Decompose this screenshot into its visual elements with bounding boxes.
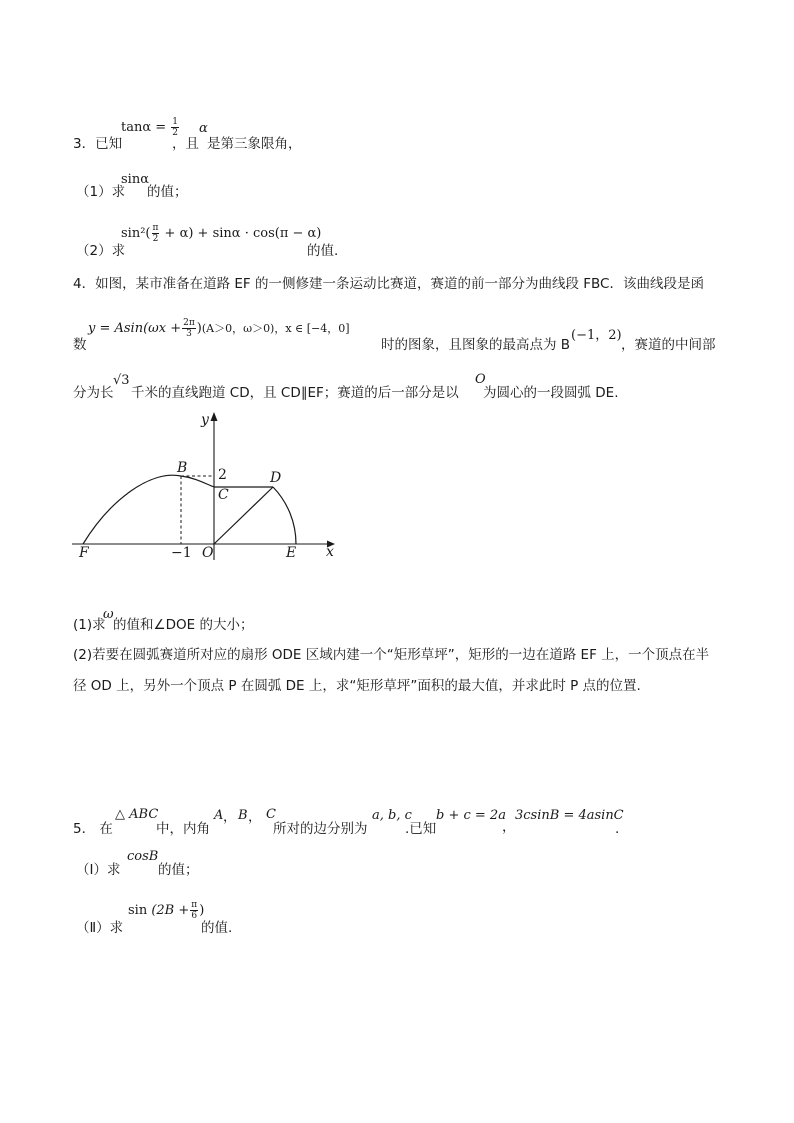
q3-p2-fraction	[152, 223, 160, 244]
q3-p2-expr-b: + α) + sinα · cos(π − α)	[160, 226, 322, 241]
q4-p1-omega: ω	[103, 607, 114, 622]
q3-tail: 是第三象限角，	[207, 136, 302, 152]
q3-p2-expr	[121, 223, 321, 244]
q5-end: .	[615, 821, 620, 837]
q5-p2-expr-a: sin	[128, 903, 148, 918]
q4-center-o: O	[475, 372, 486, 387]
q4-func-den: 3	[186, 329, 192, 339]
q5-sep1: ，	[223, 809, 237, 825]
q5-p1-expr: cosB	[127, 849, 159, 864]
q5-p2-expr-b: (2B +	[151, 903, 190, 918]
q4-line3-c: 为圆心的一段圆弧 DE.	[483, 385, 619, 401]
q4-func-b: (ωx +	[143, 321, 182, 336]
q4-func-fraction	[182, 318, 196, 339]
q5-triangle: △ ABC	[115, 807, 159, 822]
q3-number: 3．已知	[73, 136, 123, 152]
q5-number: 5． 在	[73, 821, 113, 837]
arc-de	[273, 487, 296, 544]
q5-angle-a: A	[214, 808, 224, 823]
q4-line3-b: 千米的直线跑道 CD，且 CD∥EF；赛道的后一部分是以	[131, 385, 459, 401]
q5-eq2: 3csinB = 4asinC	[515, 808, 624, 823]
q4-func-a: y = Asin	[88, 321, 144, 336]
label-o: O	[202, 545, 214, 561]
label-neg1: −1	[171, 545, 192, 561]
q3-alpha: α	[199, 121, 208, 136]
q4-line2-tail: ，赛道的中间部	[621, 337, 716, 353]
q4-line2-mid: 时的图象，且图象的最高点为 B	[381, 337, 571, 353]
q4-figure	[70, 405, 345, 565]
q5-p1-label: （Ⅰ）求	[76, 862, 121, 878]
q4-p2-line2: 径 OD 上，另外一个顶点 P 在圆弧 DE 上，求“矩形草坪”面积的最大值，并求此时 P 点的位置.	[73, 678, 641, 694]
label-f: F	[79, 545, 89, 561]
q5-p1-tail: 的值；	[158, 862, 199, 878]
label-b: B	[177, 460, 188, 476]
label-c: C	[218, 487, 229, 503]
q5-sep2: ，	[248, 809, 262, 825]
q5-p2-fraction	[190, 900, 198, 921]
q5-angle-b: B	[238, 808, 248, 823]
label-y: y	[201, 412, 209, 428]
label-x: x	[326, 544, 334, 560]
q4-sqrt3: √3	[113, 373, 130, 388]
q3-tan-numerator: 1	[172, 117, 179, 127]
q3-p2-expr-a: sin²(	[121, 226, 151, 241]
q3-p2-tail: 的值.	[307, 243, 339, 259]
q5-p2-pi: π	[191, 900, 198, 910]
q5-a1: 中，内角	[156, 821, 210, 837]
q5-p2-expr-c: )	[199, 903, 205, 918]
q3-p2-pi: π	[152, 223, 159, 233]
q4-p1-b: 的值和∠DOE 的大小；	[113, 617, 254, 633]
q5-comma: ，	[502, 819, 516, 835]
q5-p2-six: 6	[191, 911, 198, 921]
q4-p1-a: (1)求	[73, 617, 106, 633]
q5-p2-label: （Ⅱ）求	[76, 920, 124, 936]
q4-func-d: (A＞0，ω＞0)，x ∈ [−4，0]	[201, 322, 350, 335]
curve-fbc	[83, 475, 214, 544]
q5-angle-c: C	[266, 807, 276, 822]
q4-point-b: (−1，2)	[571, 328, 622, 343]
q4-line1: 4．如图，某市准备在道路 EF 的一侧修建一条运动比赛道，赛道的前一部分为曲线段 FBC．该曲线段是函	[73, 276, 704, 292]
label-d: D	[270, 470, 282, 486]
label-two: 2	[218, 467, 227, 483]
q5-p2-expr	[128, 900, 204, 921]
q4-line3-a: 分为长	[73, 385, 114, 401]
label-e: E	[286, 545, 297, 561]
q5-a2: 所对的边分别为	[273, 821, 368, 837]
q3-mid: ，且	[172, 136, 199, 152]
q3-p1-expr: sinα	[121, 172, 149, 187]
q4-func-num: 2π	[183, 318, 195, 328]
q5-sides: a, b, c	[372, 808, 412, 823]
q5-a3: .已知	[405, 821, 437, 837]
q3-p2-label: （2）求	[76, 243, 126, 259]
q3-p2-two: 2	[152, 234, 159, 244]
q5-eq1: b + c = 2a	[436, 808, 506, 823]
q4-function	[88, 318, 350, 339]
q3-p1-label: （1）求	[76, 184, 126, 200]
q3-p1-tail: 的值；	[147, 184, 188, 200]
q4-line2-prefix: 数	[73, 337, 87, 353]
q4-p2-line1: (2)若要在圆弧赛道所对应的扇形 ODE 区域内建一个“矩形草坪”，矩形的一边在道路 EF 上，一个顶点在半	[73, 647, 710, 663]
q3-tan-denominator: 2	[172, 128, 179, 138]
q5-p2-tail: 的值.	[201, 920, 233, 936]
q3-tan-lhs: tanα =	[121, 120, 167, 135]
q4-func-c: )	[196, 321, 202, 336]
y-axis-arrow-icon	[211, 412, 218, 421]
